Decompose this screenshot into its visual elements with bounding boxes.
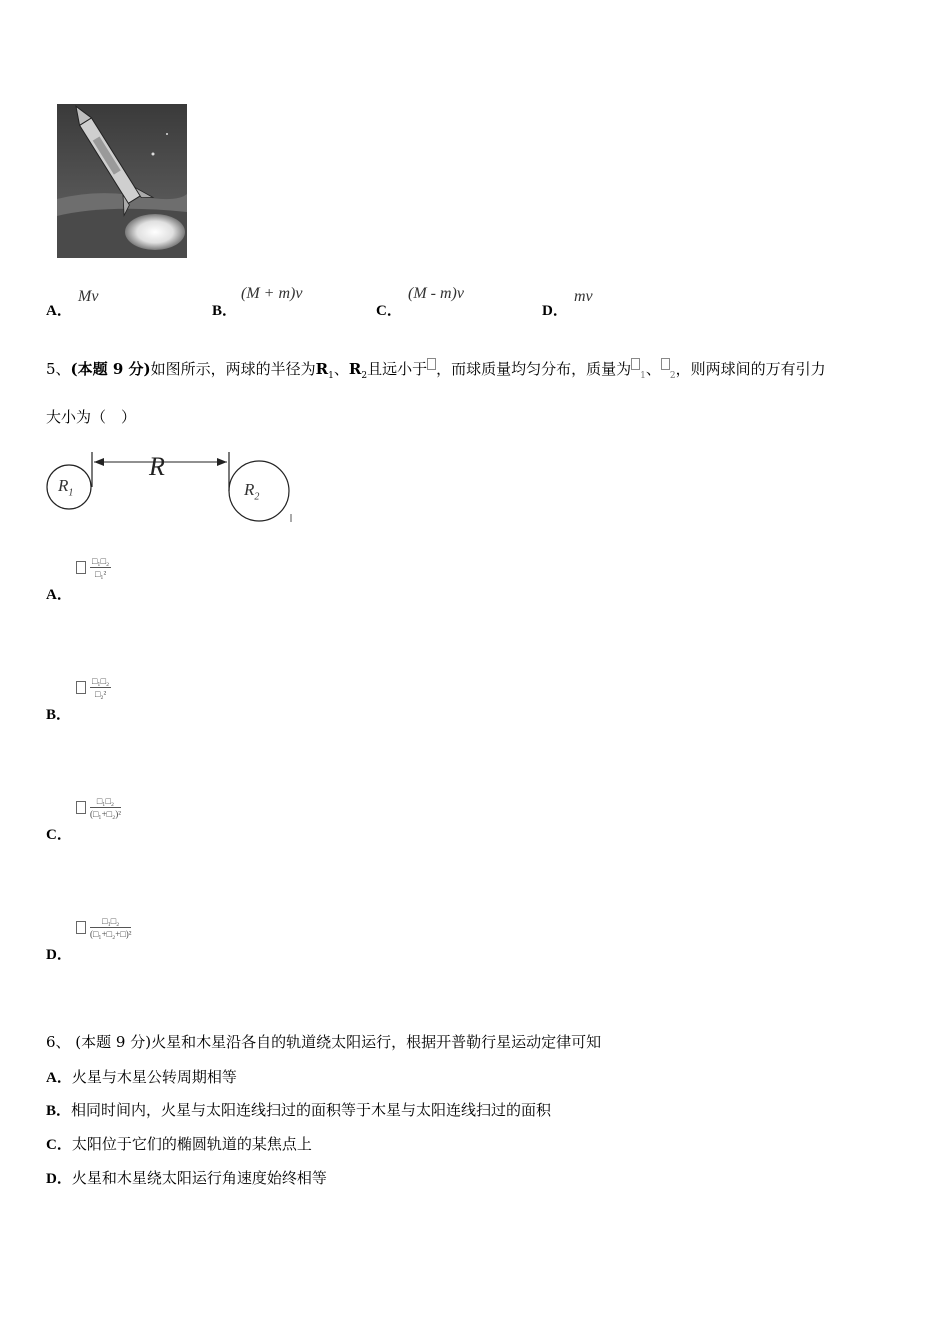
- figure-r2-label: R: [244, 480, 255, 499]
- figure-r1-label: R: [58, 476, 69, 495]
- q4-option-d-label: D．: [542, 303, 568, 319]
- q6-stem: 6、 (本题 9 分)火星和木星沿各自的轨道绕太阳运行，根据开普勒行星运动定律可知: [46, 1033, 602, 1051]
- placeholder-box-icon: [76, 561, 86, 574]
- placeholder-box-icon: [76, 921, 86, 934]
- q5-option-b-label: B．: [46, 707, 72, 723]
- q5-option-d-formula: $\frac{\text{□₁□₂}}{\text{(□₁+□₂+□)²}}$: [76, 916, 131, 939]
- placeholder-box-icon: [661, 358, 670, 370]
- placeholder-box-icon: [76, 801, 86, 814]
- q6-option-a: A．火星与木星公转周期相等: [46, 1068, 237, 1086]
- placeholder-box-icon: [631, 358, 640, 370]
- q4-option-a-label: A．: [46, 303, 72, 319]
- q6-option-b: B．相同时间内，火星与太阳连线扫过的面积等于木星与太阳连线扫过的面积: [46, 1101, 552, 1119]
- q5-option-d-label: D．: [46, 947, 72, 963]
- q4-option-a-expr: Mv: [78, 288, 99, 305]
- figure-r-distance-label: R: [149, 452, 165, 481]
- q5-option-b-formula: $\frac{\text{□₁□₂}}{\text{□₂²}}$: [76, 676, 111, 699]
- q4-option-c-label: C．: [376, 303, 402, 319]
- q6-option-c: C．太阳位于它们的椭圆轨道的某焦点上: [46, 1135, 312, 1153]
- q4-option-d-expr: mv: [574, 288, 593, 305]
- placeholder-box-icon: [427, 358, 436, 370]
- q4-option-b-label: B．: [212, 303, 238, 319]
- q4-option-b-expr: (M + m)v: [241, 285, 303, 302]
- two-spheres-figure: $R_1$ R $R_2$: [44, 448, 299, 526]
- rocket-photo: [57, 104, 187, 258]
- q5-stem-line2: 大小为（ ）: [46, 408, 137, 426]
- placeholder-box-icon: [76, 681, 86, 694]
- q5-stem-line1: 5、(本题 9 分)如图所示，两球的半径为$R_1$、$R_2$且远小于 ，而球质量均匀分布，质量为 $_1$、 $_2$，则两球间的万有引力: [46, 360, 826, 381]
- q5-option-c-label: C．: [46, 827, 72, 843]
- q5-option-c-formula: $\frac{\text{□₁□₂}}{\text{(□₁+□₂)²}}$: [76, 796, 121, 819]
- q5-option-a-formula: $\frac{\text{□₁□₂}}{\text{□₁²}}$: [76, 556, 111, 579]
- q5-option-a-label: A．: [46, 587, 72, 603]
- q6-option-d: D．火星和木星绕太阳运行角速度始终相等: [46, 1169, 327, 1187]
- q4-option-c-expr: (M - m)v: [408, 285, 464, 302]
